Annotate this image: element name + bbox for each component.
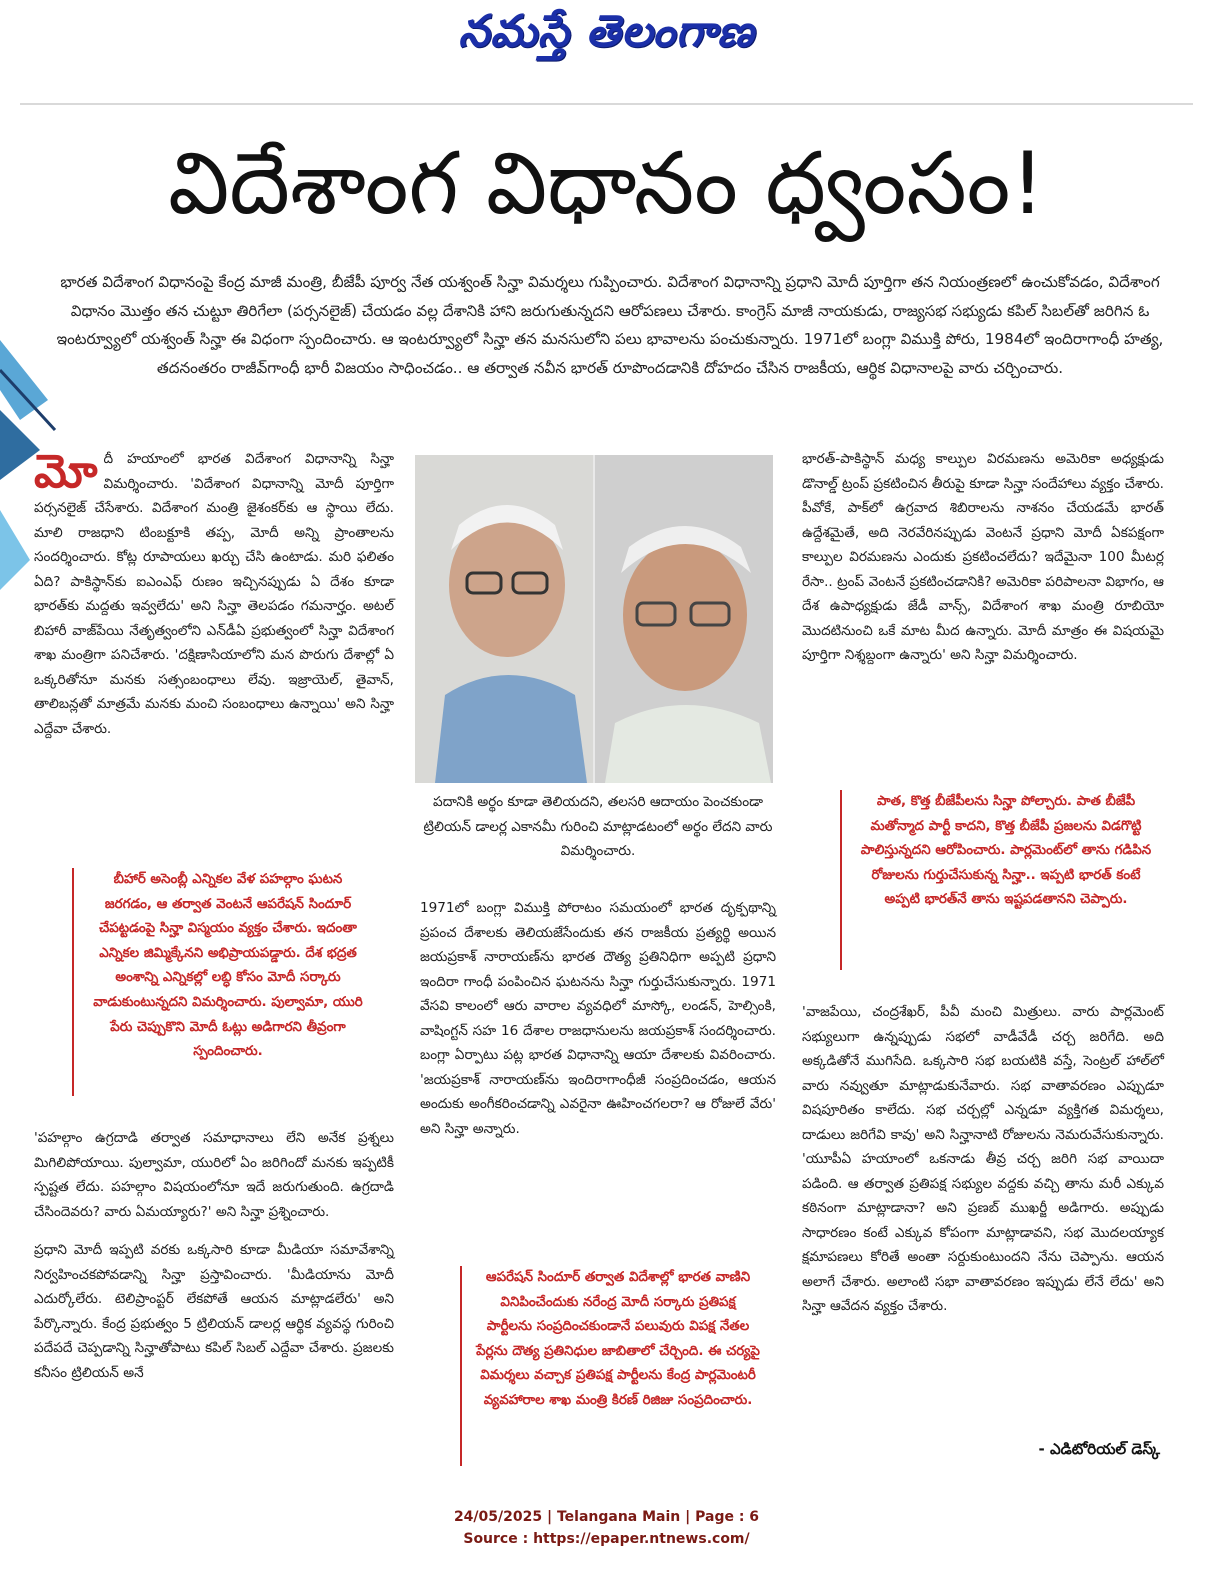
col1-paragraph-3: ప్రధాని మోదీ ఇప్పటి వరకు ఒక్కసారి కూడా మీడియా సమావేశాన్ని నిర్వహించకపోవడాన్ని సిన్హా ప్రస్తావించారు. 'మీడియాను మోదీ ఎదుర్కోలేరు. టెలిప్రాంప్టర్ లేకపోతే ఆయన మాట్లాడలేరు' అని పేర్కొన్నారు. కేంద్ర ప్రభుత్వం 5 ట్రిలియన్ డాలర్ల ఆర్థిక వ్యవస్థ గురించి పదేపదే చెప్పడాన్ని సిన్హాతోపాటు కపిల్ సిబల్ ఎద్దేవా చేశారు. ప్రజలకు కనీసం ట్రిలియన్ అనే: [34, 1242, 394, 1381]
column-3-lower: [802, 1000, 1164, 1333]
masthead-logo: నమస్తే తెలంగాణ: [458, 6, 755, 57]
pull-quote-1: బీహార్ అసెంబ్లీ ఎన్నికల వేళ పహల్గాం ఘటన జరగడం, ఆ తర్వాత వెంటనే ఆపరేషన్ సిందూర్ చేపట్టడంపై సిన్హా విస్మయం వ్యక్తం చేశారు. ఇదంతా ఎన్నికల జిమ్మిక్కేనని అభిప్రాయపడ్డారు. దేశ భద్రత అంశాన్ని ఎన్నికల్లో లబ్ధి కోసం మోదీ సర్కారు వాడుకుంటున్నదని విమర్శించారు. పుల్వామా, యురి పేరు చెప్పుకొని మోదీ ఓట్లు అడిగారని తీవ్రంగా స్పందించారు.: [72, 868, 368, 1096]
footer-source: Source : https://epaper.ntnews.com/: [463, 1531, 750, 1547]
page-footer: [0, 1506, 1213, 1550]
photo-sinha-sibal: [415, 455, 773, 783]
col1-p1-text: దీ హయాంలో భారత విదేశాంగ విధానాన్ని సిన్హా విమర్శించారు. 'విదేశాంగ విధానాన్ని మోదీ పూర్తిగా పర్సనలైజ్ చేసేశారు. విదేశాంగ మంత్రి జైశంకర్‌కు ఆ స్థాయి లేదు. మాలి రాజధాని టింబక్టూకి తప్ప, మోదీ అన్ని ప్రాంతాలను సందర్శించారు. కోట్ల రూపాయలు ఖర్చు చేసి ఉంటాడు. మరి ఫలితం ఏది? పాకిస్థాన్‌కు ఐఎంఎఫ్ రుణం ఇచ్చినప్పుడు ఏ దేశం కూడా భారత్‌కు మద్దతు ఇవ్వలేదు' అని సిన్హా తెలపడం గమనార్హం. అటల్ బిహారీ వాజ్‌పేయి నేతృత్వంలోని ఎన్‌డీఏ ప్రభుత్వంలో సిన్హా విదేశాంగ శాఖ మంత్రిగా పనిచేశారు. 'దక్షిణాసియాలోని మన పొరుగు దేశాల్లో ఏ ఒక్కరితోనూ మనకు సత్సంబంధాలు లేవు. ఇజ్రాయెల్, తైవాన్, తాలిబన్లతో మాత్రమే మనకు మంచి సంబంధాలు ఉన్నాయి' అని సిన్హా ఎద్దేవా చేశారు.: [34, 451, 394, 737]
byline-signoff: - ఎడిటోరియల్ డెస్క్: [1038, 1440, 1160, 1458]
pull-quote-2: పాత, కొత్త బీజేపీలను సిన్హా పోల్చారు. పాత బీజేపీ మతోన్మాద పార్టీ కాదని, కొత్త బీజేపీ ప్రజలను విడగొట్టి పాలిస్తున్నదని ఆరోపించారు. పార్లమెంట్‌లో తాను గడిపిన రోజులను గుర్తుచేసుకున్న సిన్హా.. ఇప్పటి భారత్ కంటే అప్పటి భారత్‌నే తాను ఇష్టపడతానని చెప్పారు.: [840, 790, 1156, 970]
header-rule: [20, 103, 1193, 105]
column-3: [802, 447, 1164, 682]
column-1-lower: [34, 1126, 394, 1399]
col2-paragraph-1: 1971లో బంగ్లా విముక్తి పోరాటం సమయంలో భారత దృక్పథాన్ని ప్రపంచ దేశాలకు తెలియజేసేందుకు తన రాజకీయ ప్రత్యర్థి అయిన జయప్రకాశ్ నారాయణ్‌ను భారత దౌత్య ప్రతినిధిగా అప్పటి ప్రధాని ఇందిరా గాంధీ పంపించిన ఘటనను సిన్హా గుర్తుచేసుకున్నారు. 1971 వేసవి కాలంలో ఆరు వారాల వ్యవధిలో మాస్కో, లండన్, హెల్సింకి, వాషింగ్టన్ సహ 16 దేశాల రాజధానులను జయప్రకాశ్ సందర్శించారు. బంగ్లా ఏర్పాటు పట్ల భారత విధానాన్ని ఆయా దేశాలకు వివరించారు. 'జయప్రకాశ్ నారాయణ్‌ను ఇందిరాగాంధీజీ సంప్రదించడం, ఆయన అందుకు అంగీకరించడాన్ని ఎవరైనా ఊహించగలరా? ఆ రోజులే వేరు' అని సిన్హా అన్నారు.: [420, 900, 776, 1137]
deck-intro: భారత విదేశాంగ విధానంపై కేంద్ర మాజీ మంత్రి, బీజేపీ పూర్వ నేత యశ్వంత్ సిన్హా విమర్శలు గుప్పించారు. విదేశాంగ విధానాన్ని ప్రధాని మోదీ పూర్తిగా తన నియంత్రణలో ఉంచుకోవడం, విదేశాంగ విధానం మొత్తం తన చుట్టూ తిరిగేలా (పర్సనలైజ్) చేయడం వల్ల దేశానికి హాని జరుగుతున్నదని ఆరోపణలు చేశారు. కాంగ్రెస్ మాజీ నాయకుడు, రాజ్యసభ సభ్యుడు కపిల్ సిబల్‌తో జరిగిన ఓ ఇంటర్వ్యూలో యశ్వంత్ సిన్హా ఈ విధంగా స్పందించారు. ఆ ఇంటర్వ్యూలో సిన్హా తన మనసులోని పలు భావాలను పంచుకున్నారు. 1971లో బంగ్లా విముక్తి పోరు, 1984లో ఇందిరాగాంధీ హత్య, తదనంతరం రాజీవ్‌గాంధీ భారీ విజయం సాధించడం.. ఆ తర్వాత నవీన భారత్ రూపొందడానికి దోహదం చేసిన రాజకీయ, ఆర్థిక విధానాలపై వారు చర్చించారు.: [56, 273, 1164, 377]
column-1: [34, 444, 394, 755]
col3-paragraph-2: 'వాజపేయి, చంద్రశేఖర్, పీవీ మంచి మిత్రులు. వారు పార్లమెంట్ సభ్యులుగా ఉన్నప్పుడు సభలో వాడీవేడీ చర్చ జరిగేది. అది అక్కడితోనే ముగిసేది. ఒక్కసారి సభ బయటికి వస్తే, సెంట్రల్ హాల్‌లో వారు నవ్వుతూ మాట్లాడుకునేవారు. సభ వాతావరణం ఎప్పుడూ విషపూరితం కాలేదు. సభ చర్చల్లో ఎన్నడూ వ్యక్తిగత విమర్శలు, దాడులు జరిగేవి కావు' అని సిన్హానాటి రోజులను నెమరువేసుకున్నారు. 'యూపీఏ హయాంలో ఒకనాడు తీవ్ర చర్చ జరిగి సభ వాయిదా పడింది. ఆ తర్వాత ప్రతిపక్ష సభ్యుల వద్దకు వచ్చి తాను మరీ ఎక్కువ కఠినంగా మాట్లాడానా? అని ప్రణబ్ ముఖర్జీ అడిగారు. అప్పుడు సాధారణం కంటే ఎక్కువ కోపంగా మాట్లాడావని, సభ మొదలయ్యాక క్షమాపణలు కోరితే అంతా సర్దుకుంటుందని నేను చెప్పాను. ఆయన అలాగే చేశారు. అలాంటి సభా వాతావరణం ఇప్పుడు లేనే లేదు' అని సిన్హా ఆవేదన వ్యక్తం చేశారు.: [802, 1004, 1164, 1314]
pull-quote-3: ఆపరేషన్ సిందూర్ తర్వాత విదేశాల్లో భారత వాణిని వినిపించేందుకు నరేంద్ర మోదీ సర్కారు ప్రతిపక్ష పార్టీలను సంప్రదించకుండానే పలువురు విపక్ష నేతల పేర్లను దౌత్య ప్రతినిధుల జాబితాలో చేర్చింది. ఈ చర్యపై విమర్శలు వచ్చాక ప్రతిపక్ష పార్టీలను కేంద్ర పార్లమెంటరీ వ్యవహారాల శాఖ మంత్రి కిరణ్ రిజిజు సంప్రదించారు.: [460, 1266, 760, 1466]
dropcap: మో: [34, 444, 98, 498]
col3-paragraph-1: భారత్-పాకిస్థాన్ మధ్య కాల్పుల విరమణను అమెరికా అధ్యక్షుడు డొనాల్డ్ ట్రంప్ ప్రకటించిన తీరుపై కూడా సిన్హా సందేహాలు వ్యక్తం చేశారు. పీవోకే, పాక్‌లో ఉగ్రవాద శిబిరాలను నాశనం చేయడమే భారత్ ఉద్దేశమైతే, అది నెరవేరినప్పుడు వెంటనే ప్రధాని మోదీ ఏకపక్షంగా కాల్పుల విరమణను ఎందుకు ప్రకటించలేదు? ఇదేమైనా 100 మీటర్ల రేసా.. ట్రంప్ వెంటనే ప్రకటించడానికి? అమెరికా పరిపాలనా విభాగం, ఆ దేశ ఉపాధ్యక్షుడు జేడీ వాన్స్, విదేశాంగ శాఖ మంత్రి రూబియో మొదటినుంచి ఒకే మాట మీద ఉన్నారు. మోదీ మాత్రం ఈ విషయమై పూర్తిగా నిశ్శబ్దంగా ఉన్నారు' అని సిన్హా విమర్శించారు.: [802, 451, 1164, 663]
column-2: [420, 896, 776, 1155]
portrait-illustration: [415, 455, 773, 783]
col1-paragraph-1: [34, 444, 394, 741]
photo-caption: పదానికి అర్థం కూడా తెలియదని, తలసరి ఆదాయం పెంచకుండా ట్రిలియన్ డాలర్ల ఎకానమీ గురించి మాట్లాడటంలో అర్థం లేదని వారు విమర్శించారు.: [423, 794, 773, 859]
headline: విదేశాంగ విధానం ధ్వంసం!: [168, 134, 1045, 234]
footer-date-page: 24/05/2025 | Telangana Main | Page : 6: [453, 1509, 760, 1525]
col1-paragraph-2: 'పహల్గాం ఉగ్రదాడి తర్వాత సమాధానాలు లేని అనేక ప్రశ్నలు మిగిలిపోయాయి. పుల్వామా, యురిలో ఏం జరిగిందో మనకు ఇప్పటికీ స్పష్టత లేదు. పహల్గాం విషయంలోనూ ఇదే జరుగుతుంది. ఉగ్రదాడి చేసిందెవరు? వారు ఏమయ్యారు?' అని సిన్హా ప్రశ్నించారు.: [34, 1130, 394, 1220]
